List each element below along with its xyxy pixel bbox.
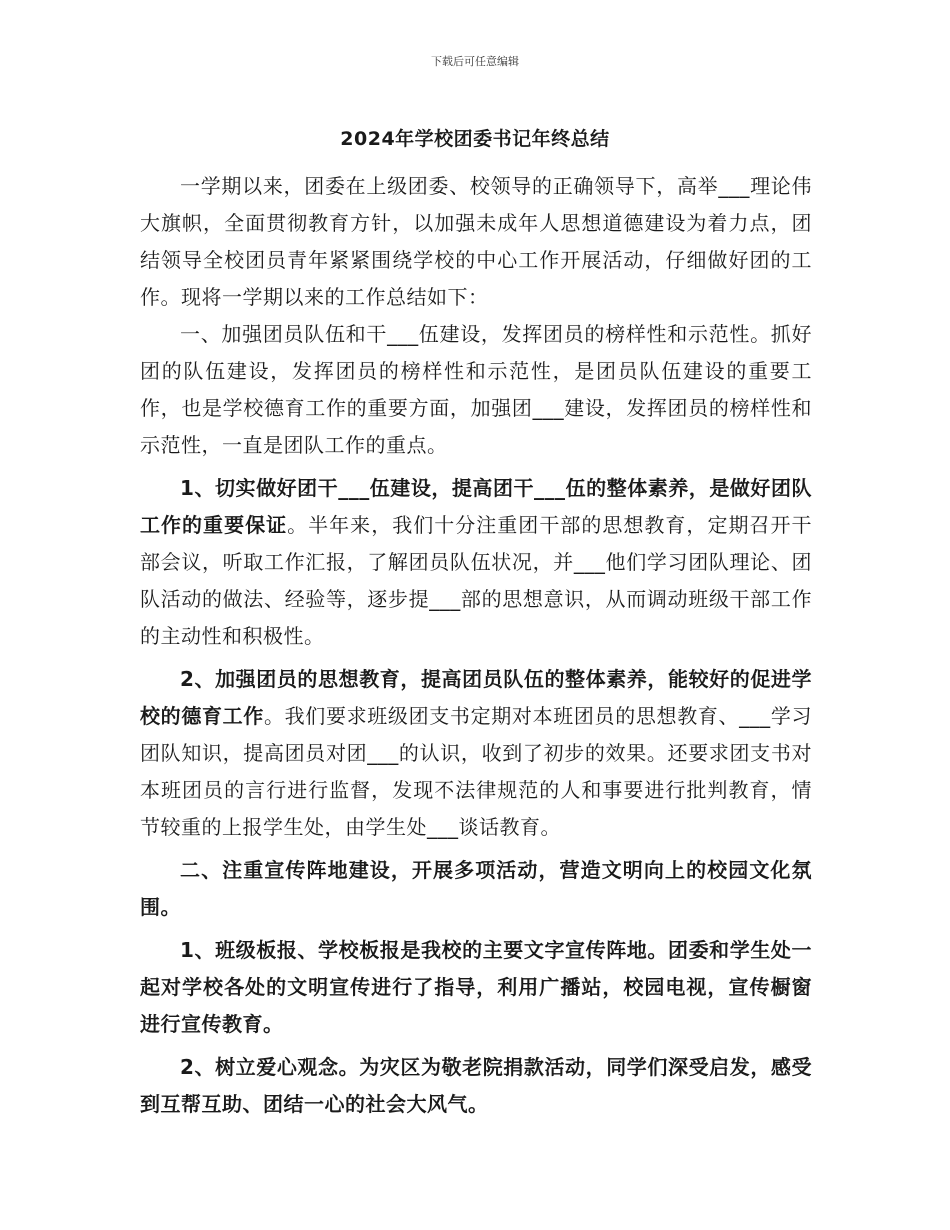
paragraph-item-1: [140, 470, 812, 655]
paragraph-item-1-text: 。半年来，我们十分注重团干部的思想教育，定期召开干部会议，听取工作汇报，了解团员队伍状况，并___他们学习团队理论、团队活动的做法、经验等，逐步提___部的思想意识，从而调动班级干部工作的主动性和积极性。: [140, 513, 813, 648]
paragraph-section-2: 二、注重宣传阵地建设，开展多项活动，营造文明向上的校园文化氛围。: [140, 858, 812, 919]
document-body: [140, 168, 812, 1123]
paragraph-section-1: 一、加强团员队伍和干___伍建设，发挥团员的榜样性和示范性。抓好团的队伍建设，发挥团员的榜样性和示范性，是团员队伍建设的重要工作，也是学校德育工作的重要方面，加强团___建设，发挥团员的榜样性和示范性，一直是团队工作的重点。: [140, 322, 812, 457]
paragraph-intro: 一学期以来，团委在上级团委、校领导的正确领导下，高举___理论伟大旗帜，全面贯彻教育方针，以加强未成年人思想道德建设为着力点，团结领导全校团员青年紧紧围绕学校的中心工作开展活动，仔细做好团的工作。现将一学期以来的工作总结如下：: [140, 174, 812, 309]
document-title: 2024年学校团委书记年终总结: [340, 128, 610, 150]
paragraph-section-2-item-1: 1、班级板报、学校板报是我校的主要文字宣传阵地。团委和学生处一起对学校各处的文明宣传进行了指导，利用广播站，校园电视，宣传橱窗进行宣传教育。: [140, 938, 812, 1036]
paragraph-section-2-item-2: 2、树立爱心观念。为灾区为敬老院捐款活动，同学们深受启发，感受到互帮互助、团结一心的社会大风气。: [140, 1055, 812, 1116]
paragraph-item-2-text: 。我们要求班级团支书定期对本班团员的思想教育、___学习团队知识，提高团员对团___的认识，收到了初步的效果。还要求团支书对本班团员的言行进行监督，发现不法律规范的人和事要进行批判教育，情节较重的上报学生处，由学生处___谈话教育。: [140, 704, 813, 839]
paragraph-item-2-heading: 2、加强团员的思想教育，提高团员队伍的整体素养，能较好的促进学校的德育工作: [140, 667, 812, 728]
page-header: 下载后可任意编辑: [431, 55, 519, 68]
paragraph-item-1-heading: 1、切实做好团干___伍建设，提高团干___伍的整体素养，是做好团队工作的重要保证: [140, 476, 812, 537]
paragraph-item-2: [140, 661, 812, 846]
